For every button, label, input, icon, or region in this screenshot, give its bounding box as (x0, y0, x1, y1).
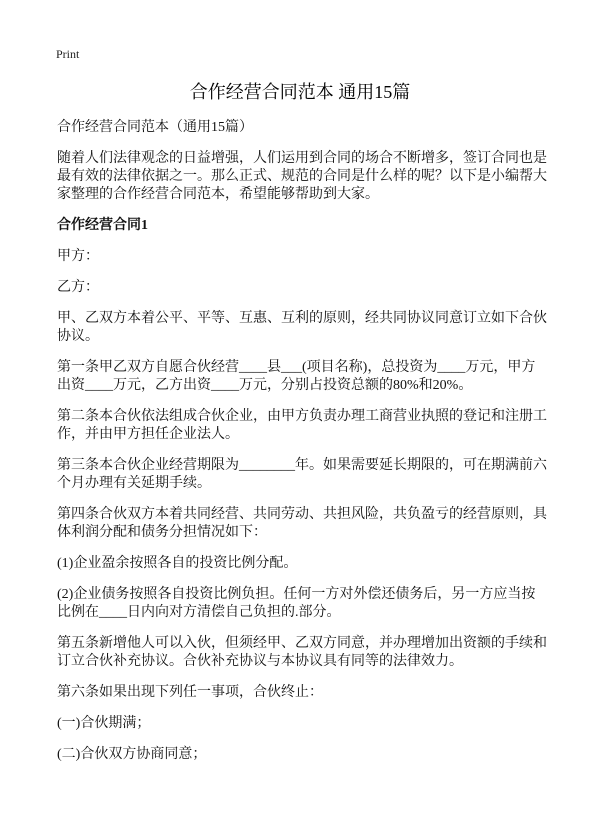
party-b-line: 乙方： (57, 280, 99, 295)
article-4-item-2: (2)企业债务按照各自投资比例负担。任何一方对外偿还债务后，另一方应当按比例在____日内向对方清偿自己负担的.部分。 (57, 587, 536, 620)
intro-paragraph: 随着人们法律观念的日益增强，人们运用到合同的场合不断增多，签订合同也是最有效的法律依据之一。那么正式、规范的合同是什么样的呢？以下是小编帮大家整理的合作经营合同范本，希望能够帮助到大家。 (57, 151, 547, 202)
article-4: 第四条合伙双方本着共同经营、共同劳动、共担风险，共负盈亏的经营原则，具体利润分配和债务分担情况如下： (57, 507, 547, 540)
article-2: 第二条本合伙依法组成合伙企业，由甲方负责办理工商营业执照的登记和注册工作，并由甲方担任企业法人。 (57, 409, 547, 442)
document-body (57, 119, 547, 777)
preamble-paragraph: 甲、乙双方本着公平、平等、互惠、互利的原则，经共同协议同意订立如下合伙协议。 (57, 311, 547, 344)
article-6-item-2: (二)合伙双方协商同意； (57, 747, 207, 762)
document-title: 合作经营合同范本 通用15篇 (189, 82, 411, 102)
print-link[interactable]: Print (56, 47, 80, 61)
document-subtitle: 合作经营合同范本（通用15篇） (57, 120, 253, 135)
article-6-item-1: (一)合伙期满； (57, 716, 151, 731)
section-heading: 合作经营合同1 (57, 218, 148, 233)
party-a-line: 甲方： (57, 249, 99, 264)
article-6: 第六条如果出现下列任一事项，合伙终止： (57, 685, 323, 700)
article-5: 第五条新增他人可以入伙，但须经甲、乙双方同意，并办理增加出资额的手续和订立合伙补充协议。合伙补充协议与本协议具有同等的法律效力。 (57, 636, 547, 669)
article-1: 第一条甲乙双方自愿合伙经营____县___(项目名称)，总投资为____万元，甲方出资____万元，乙方出资____万元，分别占投资总额的80%和20%。 (57, 360, 536, 393)
article-4-item-1: (1)企业盈余按照各自的投资比例分配。 (57, 556, 298, 571)
article-3: 第三条本合伙企业经营期限为________年。如果需要延长期限的，可在期满前六个月办理有关延期手续。 (57, 458, 547, 491)
